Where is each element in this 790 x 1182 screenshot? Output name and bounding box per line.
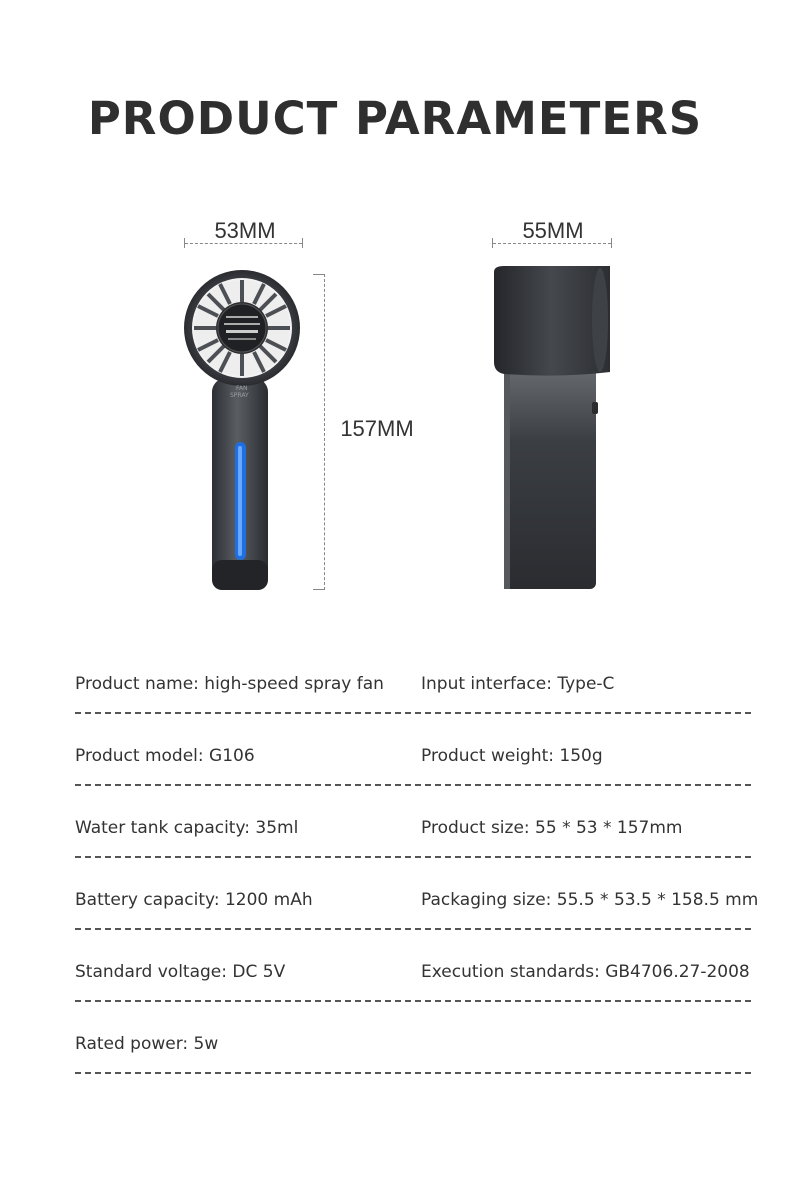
parameter-product-weight: Product weight: 150g — [421, 746, 603, 766]
svg-text:FAN: FAN — [236, 385, 248, 392]
row-divider — [75, 784, 751, 786]
parameter-water-tank-capacity: Water tank capacity: 35ml — [75, 818, 299, 838]
row-divider — [75, 712, 751, 714]
height-label: 157MM — [340, 416, 414, 441]
parameter-row — [75, 952, 751, 1024]
parameter-rated-power: Rated power: 5w — [75, 1034, 219, 1054]
front-width-label: 53MM — [214, 218, 276, 243]
parameter-row — [75, 664, 751, 736]
fan-front-view-image — [180, 260, 310, 600]
parameter-packaging-size: Packaging size: 55.5 * 53.5 * 158.5 mm — [421, 890, 759, 910]
svg-text:SPRAY: SPRAY — [230, 392, 249, 399]
height-dimension-line — [324, 274, 325, 590]
parameter-row — [75, 808, 751, 880]
parameter-row — [75, 880, 759, 952]
parameters-table — [75, 664, 759, 1096]
front-width-dimension-line — [185, 243, 302, 244]
side-width-tick-right — [611, 238, 612, 248]
row-divider — [75, 1072, 751, 1074]
parameter-product-size: Product size: 55 * 53 * 157mm — [421, 818, 683, 838]
parameter-product-model: Product model: G106 — [75, 746, 255, 766]
height-tick-bottom — [313, 589, 325, 590]
parameter-battery-capacity: Battery capacity: 1200 mAh — [75, 890, 313, 910]
parameter-product-name: Product name: high-speed spray fan — [75, 674, 384, 694]
fan-side-view-image — [490, 262, 610, 592]
parameter-row — [75, 736, 751, 808]
row-divider — [75, 928, 751, 930]
front-width-tick-left — [184, 238, 185, 248]
side-width-dimension-line — [493, 243, 611, 244]
parameter-execution-standards: Execution standards: GB4706.27-2008 — [421, 962, 750, 982]
side-width-tick-left — [492, 238, 493, 248]
front-width-tick-right — [302, 238, 303, 248]
height-tick-top — [313, 274, 325, 275]
row-divider — [75, 856, 751, 858]
parameter-row — [75, 1024, 751, 1096]
parameter-input-interface: Input interface: Type-C — [421, 674, 615, 694]
page-title: PRODUCT PARAMETERS — [87, 92, 703, 145]
row-divider — [75, 1000, 751, 1002]
parameter-standard-voltage: Standard voltage: DC 5V — [75, 962, 286, 982]
side-width-label: 55MM — [522, 218, 584, 243]
